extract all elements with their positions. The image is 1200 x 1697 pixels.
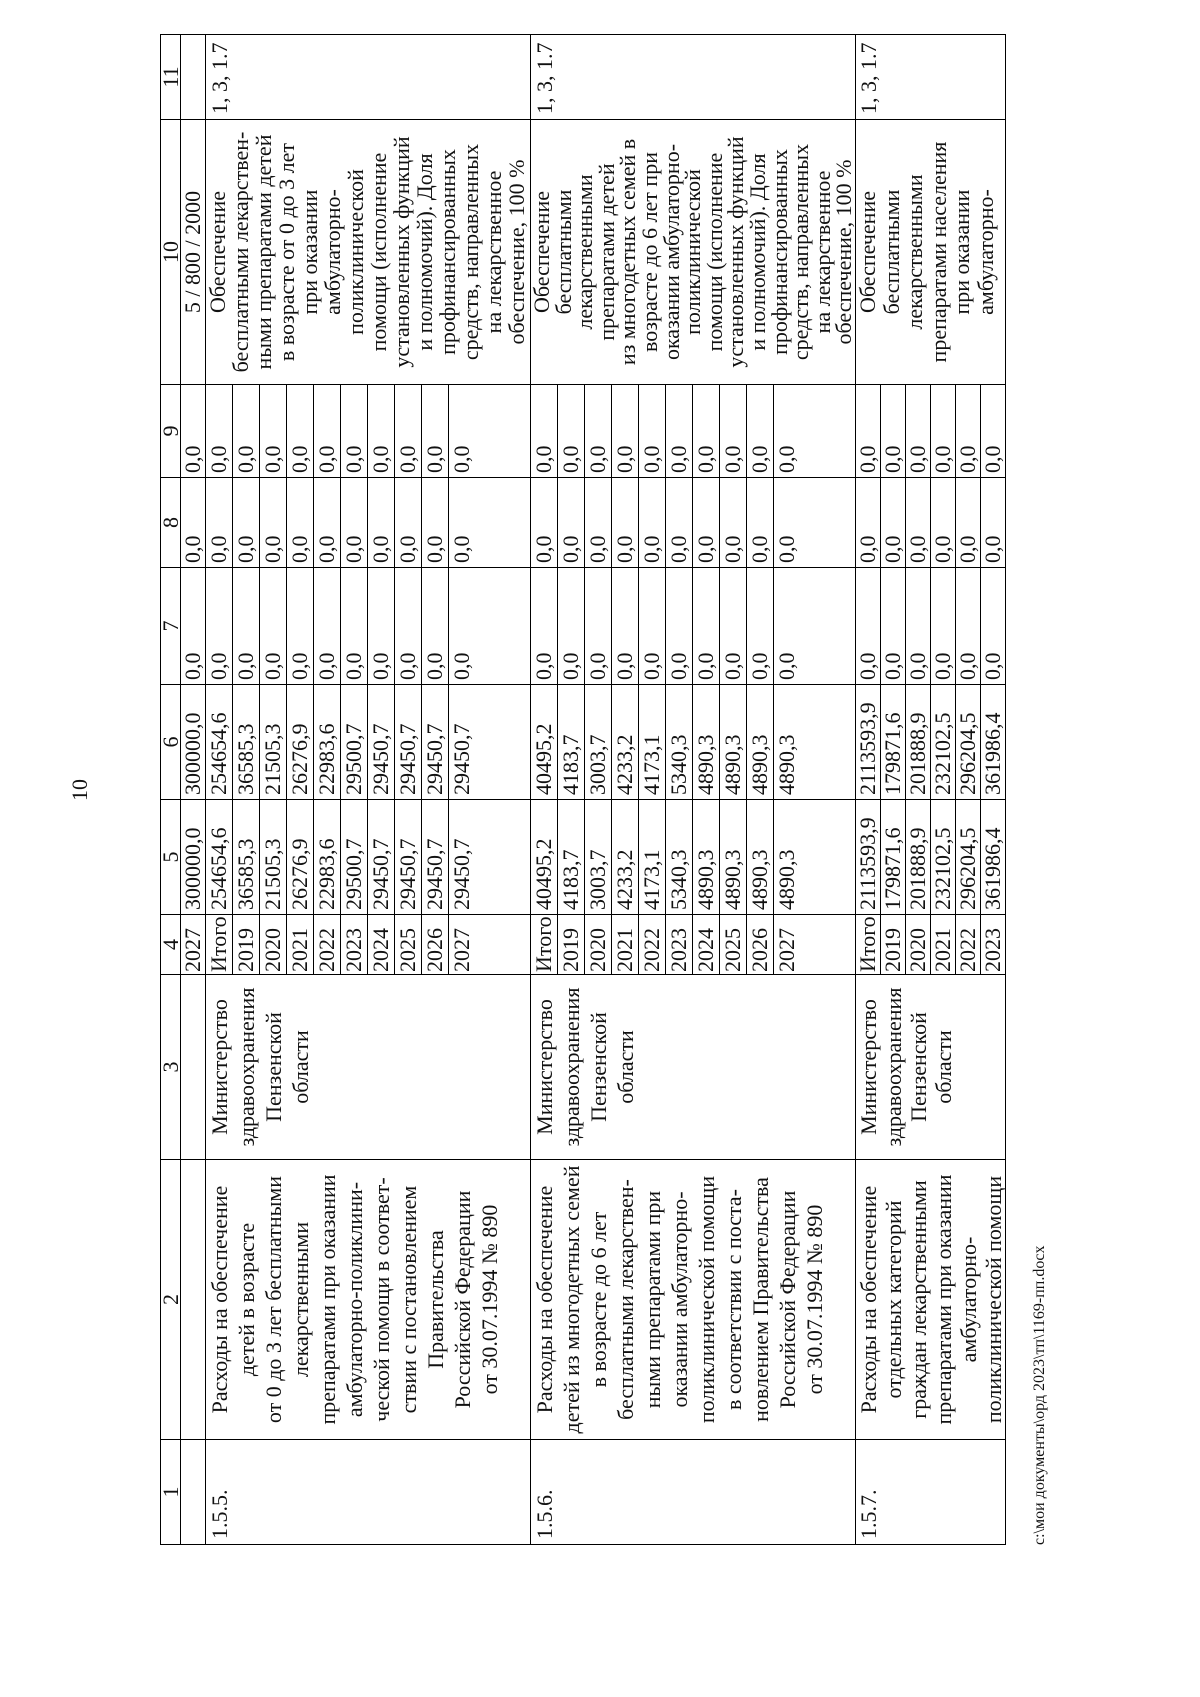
- amount-cell: 29450,7: [449, 684, 531, 799]
- year-cell: 2019: [233, 914, 260, 974]
- target-link-cell: 1, 3, 1.7: [206, 34, 531, 119]
- amount-cell: 179871,6: [881, 684, 906, 799]
- item-number-cell: 1.5.6.: [531, 1439, 856, 1544]
- target-link-cell: 1, 3, 1.7: [856, 34, 1006, 119]
- amount-cell: 0,0: [422, 567, 449, 684]
- year-cell: 2027: [181, 914, 206, 974]
- amount-cell: 0,0: [856, 477, 881, 567]
- year-cell: 2019: [558, 914, 585, 974]
- amount-cell: 0,0: [368, 384, 395, 477]
- year-cell: 2020: [260, 914, 287, 974]
- year-cell: 2024: [368, 914, 395, 974]
- amount-cell: 0,0: [720, 477, 747, 567]
- amount-cell: 0,0: [639, 384, 666, 477]
- amount-cell: 0,0: [260, 384, 287, 477]
- amount-cell: 22983,6: [314, 684, 341, 799]
- empty-cell: [181, 1159, 206, 1439]
- year-cell: 2023: [981, 914, 1006, 974]
- empty-cell: [181, 974, 206, 1159]
- amount-cell: 4890,3: [693, 684, 720, 799]
- column-number-header: 11: [161, 34, 181, 119]
- amount-cell: 0,0: [693, 384, 720, 477]
- amount-cell: 0,0: [956, 477, 981, 567]
- amount-cell: 361986,4: [981, 799, 1006, 914]
- amount-cell: 0,0: [666, 567, 693, 684]
- amount-cell: 2113593,9: [856, 799, 881, 914]
- amount-cell: 3003,7: [585, 799, 612, 914]
- year-cell: Итого: [856, 914, 881, 974]
- year-cell: 2020: [906, 914, 931, 974]
- year-cell: 2025: [720, 914, 747, 974]
- amount-cell: 40495,2: [531, 799, 558, 914]
- amount-cell: 0,0: [981, 567, 1006, 684]
- amount-cell: 0,0: [906, 567, 931, 684]
- amount-cell: 4183,7: [558, 684, 585, 799]
- amount-cell: 0,0: [774, 384, 856, 477]
- column-number-header: 1: [161, 1439, 181, 1544]
- amount-cell: 4890,3: [720, 799, 747, 914]
- amount-cell: 0,0: [558, 384, 585, 477]
- amount-cell: 0,0: [395, 477, 422, 567]
- column-number-header: 8: [161, 477, 181, 567]
- amount-cell: 29500,7: [341, 684, 368, 799]
- amount-cell: 0,0: [531, 567, 558, 684]
- amount-cell: 0,0: [931, 477, 956, 567]
- amount-cell: 29450,7: [368, 684, 395, 799]
- amount-cell: 0,0: [395, 567, 422, 684]
- amount-cell: 0,0: [341, 384, 368, 477]
- column-number-header: 7: [161, 567, 181, 684]
- amount-cell: 0,0: [368, 567, 395, 684]
- executor-cell: Министерство здравоохранения Пензенской области: [206, 974, 531, 1159]
- amount-cell: 21505,3: [260, 684, 287, 799]
- amount-cell: 29450,7: [422, 799, 449, 914]
- amount-cell: 0,0: [906, 384, 931, 477]
- year-cell: 2022: [956, 914, 981, 974]
- amount-cell: 0,0: [612, 477, 639, 567]
- amount-cell: 0,0: [981, 384, 1006, 477]
- amount-cell: 0,0: [181, 567, 206, 684]
- amount-cell: 179871,6: [881, 799, 906, 914]
- column-number-header: 10: [161, 119, 181, 384]
- amount-cell: 5340,3: [666, 799, 693, 914]
- amount-cell: 0,0: [206, 384, 233, 477]
- empty-cell: [181, 34, 206, 119]
- amount-cell: 296204,5: [956, 684, 981, 799]
- amount-cell: 0,0: [531, 384, 558, 477]
- amount-cell: 201888,9: [906, 799, 931, 914]
- target-link-cell: 1, 3, 1.7: [531, 34, 856, 119]
- amount-cell: 4890,3: [747, 799, 774, 914]
- amount-cell: 0,0: [395, 384, 422, 477]
- amount-cell: 0,0: [181, 384, 206, 477]
- amount-cell: 0,0: [314, 567, 341, 684]
- amount-cell: 0,0: [774, 477, 856, 567]
- amount-cell: 0,0: [233, 477, 260, 567]
- amount-cell: 0,0: [881, 567, 906, 684]
- amount-cell: 4173,1: [639, 799, 666, 914]
- amount-cell: 0,0: [720, 384, 747, 477]
- amount-cell: 22983,6: [314, 799, 341, 914]
- amount-cell: 300000,0: [181, 684, 206, 799]
- amount-cell: 0,0: [558, 477, 585, 567]
- year-cell: 2021: [612, 914, 639, 974]
- amount-cell: 0,0: [774, 567, 856, 684]
- year-cell: 2022: [639, 914, 666, 974]
- year-cell: 2025: [395, 914, 422, 974]
- column-number-header: 6: [161, 684, 181, 799]
- item-number-cell: 1.5.7.: [856, 1439, 1006, 1544]
- year-cell: Итого: [531, 914, 558, 974]
- amount-cell: 300000,0: [181, 799, 206, 914]
- amount-cell: 29450,7: [422, 684, 449, 799]
- amount-cell: 4890,3: [774, 684, 856, 799]
- amount-cell: 29450,7: [395, 684, 422, 799]
- amount-cell: 232102,5: [931, 684, 956, 799]
- amount-cell: 0,0: [368, 477, 395, 567]
- amount-cell: 0,0: [931, 567, 956, 684]
- amount-cell: 0,0: [206, 567, 233, 684]
- amount-cell: 0,0: [287, 477, 314, 567]
- year-cell: 2023: [666, 914, 693, 974]
- empty-cell: [181, 1439, 206, 1544]
- year-cell: 2026: [422, 914, 449, 974]
- amount-cell: 29450,7: [449, 799, 531, 914]
- amount-cell: 254654,6: [206, 799, 233, 914]
- activity-name-cell: Расходы на обеспечение детей в возрасте от 0 до 3 лет бесплатными лекарственными препаратами при оказании амбулаторно-поликлини- ческой помощи в соответ- ствии с постановлением Правительства Российской Федерации от 30.07.1994 № 890: [206, 1159, 531, 1439]
- amount-cell: 0,0: [693, 567, 720, 684]
- amount-cell: 4173,1: [639, 684, 666, 799]
- amount-cell: 0,0: [931, 384, 956, 477]
- year-cell: 2023: [341, 914, 368, 974]
- file-path-footer: c:\мои документы\орд 2023\тп\1169-пп.docx: [1031, 1245, 1048, 1545]
- column-number-header: 2: [161, 1159, 181, 1439]
- amount-cell: 0,0: [747, 477, 774, 567]
- amount-cell: 36585,3: [233, 799, 260, 914]
- amount-cell: 201888,9: [906, 684, 931, 799]
- amount-cell: 40495,2: [531, 684, 558, 799]
- amount-cell: 0,0: [449, 477, 531, 567]
- amount-cell: 0,0: [981, 477, 1006, 567]
- result-indicator-cell: 5 / 800 / 2000: [181, 119, 206, 384]
- amount-cell: 21505,3: [260, 799, 287, 914]
- amount-cell: 0,0: [341, 567, 368, 684]
- amount-cell: 29500,7: [341, 799, 368, 914]
- column-number-header: 5: [161, 799, 181, 914]
- amount-cell: 0,0: [233, 384, 260, 477]
- amount-cell: 4233,2: [612, 799, 639, 914]
- amount-cell: 0,0: [585, 384, 612, 477]
- column-number-header: 9: [161, 384, 181, 477]
- amount-cell: 0,0: [260, 477, 287, 567]
- amount-cell: 0,0: [612, 567, 639, 684]
- amount-cell: 0,0: [881, 477, 906, 567]
- item-number-cell: 1.5.5.: [206, 1439, 531, 1544]
- year-cell: Итого: [206, 914, 233, 974]
- year-cell: 2021: [287, 914, 314, 974]
- amount-cell: 0,0: [422, 477, 449, 567]
- amount-cell: 0,0: [666, 384, 693, 477]
- amount-cell: 0,0: [612, 384, 639, 477]
- amount-cell: 0,0: [666, 477, 693, 567]
- year-cell: 2022: [314, 914, 341, 974]
- amount-cell: 0,0: [233, 567, 260, 684]
- year-cell: 2021: [931, 914, 956, 974]
- amount-cell: 361986,4: [981, 684, 1006, 799]
- amount-cell: 0,0: [314, 384, 341, 477]
- amount-cell: 36585,3: [233, 684, 260, 799]
- amount-cell: 232102,5: [931, 799, 956, 914]
- amount-cell: 0,0: [449, 384, 531, 477]
- amount-cell: 0,0: [747, 567, 774, 684]
- year-cell: 2027: [449, 914, 531, 974]
- amount-cell: 0,0: [314, 477, 341, 567]
- amount-cell: 29450,7: [395, 799, 422, 914]
- result-indicator-cell: Обеспечение бесплатными лекарственными препаратами детей из многодетных семей в возрасте до 6 лет при оказании амбулаторно- поликлинической помощи (исполнение установленных функций и полномочий). Доля профинансированных средств, направленных на лекарственное обеспечение, 100 %: [531, 119, 856, 384]
- year-cell: 2020: [585, 914, 612, 974]
- amount-cell: 26276,9: [287, 799, 314, 914]
- year-cell: 2024: [693, 914, 720, 974]
- amount-cell: 296204,5: [956, 799, 981, 914]
- amount-cell: 0,0: [747, 384, 774, 477]
- amount-cell: 0,0: [856, 567, 881, 684]
- amount-cell: 0,0: [585, 567, 612, 684]
- amount-cell: 3003,7: [585, 684, 612, 799]
- program-activities-table: [160, 34, 1006, 1545]
- amount-cell: 2113593,9: [856, 684, 881, 799]
- amount-cell: 0,0: [206, 477, 233, 567]
- amount-cell: 0,0: [260, 567, 287, 684]
- page-number: 10: [67, 779, 92, 801]
- year-cell: 2019: [881, 914, 906, 974]
- amount-cell: 0,0: [585, 477, 612, 567]
- amount-cell: 4233,2: [612, 684, 639, 799]
- amount-cell: 0,0: [639, 477, 666, 567]
- amount-cell: 0,0: [558, 567, 585, 684]
- amount-cell: 0,0: [906, 477, 931, 567]
- amount-cell: 4183,7: [558, 799, 585, 914]
- amount-cell: 0,0: [341, 477, 368, 567]
- result-indicator-cell: Обеспечение бесплатными лекарственными препаратами населения при оказании амбулаторно-: [856, 119, 1006, 384]
- amount-cell: 29450,7: [368, 799, 395, 914]
- amount-cell: 0,0: [287, 567, 314, 684]
- amount-cell: 4890,3: [693, 799, 720, 914]
- amount-cell: 0,0: [693, 477, 720, 567]
- amount-cell: 0,0: [881, 384, 906, 477]
- amount-cell: 0,0: [956, 567, 981, 684]
- amount-cell: 4890,3: [720, 684, 747, 799]
- amount-cell: 254654,6: [206, 684, 233, 799]
- amount-cell: 0,0: [449, 567, 531, 684]
- amount-cell: 0,0: [422, 384, 449, 477]
- amount-cell: 0,0: [639, 567, 666, 684]
- result-indicator-cell: Обеспечение бесплатными лекарствен- ными препаратами детей в возрасте от 0 до 3 лет при оказании амбулаторно- поликлинической помощи (исполнение установленных функций и полномочий). Доля профинансированных средств, направленных на лекарственное обеспечение, 100 %: [206, 119, 531, 384]
- amount-cell: 0,0: [531, 477, 558, 567]
- year-cell: 2026: [747, 914, 774, 974]
- executor-cell: Министерство здравоохранения Пензенской области: [531, 974, 856, 1159]
- column-number-header: 4: [161, 914, 181, 974]
- amount-cell: 26276,9: [287, 684, 314, 799]
- column-number-header: 3: [161, 974, 181, 1159]
- amount-cell: 4890,3: [774, 799, 856, 914]
- amount-cell: 0,0: [956, 384, 981, 477]
- amount-cell: 0,0: [181, 477, 206, 567]
- executor-cell: Министерство здравоохранения Пензенской области: [856, 974, 1006, 1159]
- amount-cell: 0,0: [287, 384, 314, 477]
- amount-cell: 0,0: [856, 384, 881, 477]
- amount-cell: 4890,3: [747, 684, 774, 799]
- activity-name-cell: Расходы на обеспечение детей из многодетных семей в возрасте до 6 лет бесплатными лекарствен- ными препаратами при оказании амбулаторно- поликлинической помощи в соответствии с поста- новлением Правительства Российской Федерации от 30.07.1994 № 890: [531, 1159, 856, 1439]
- year-cell: 2027: [774, 914, 856, 974]
- activity-name-cell: Расходы на обеспечение отдельных категорий граждан лекарственными препаратами при оказании амбулаторно- поликлинической помощи: [856, 1159, 1006, 1439]
- amount-cell: 0,0: [720, 567, 747, 684]
- amount-cell: 5340,3: [666, 684, 693, 799]
